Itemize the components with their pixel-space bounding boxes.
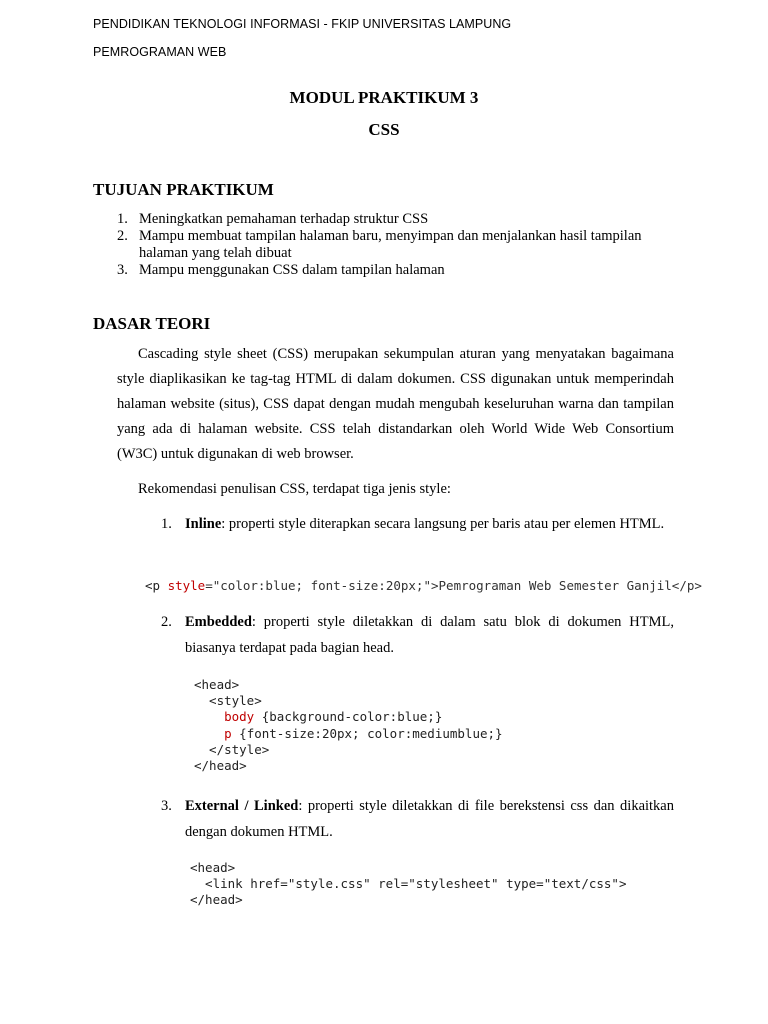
style-item-inline xyxy=(161,512,676,564)
list-item xyxy=(117,228,677,262)
theory-paragraph: Cascading style sheet (CSS) merupakan sekumpulan aturan yang menyatakan bagaimana style diaplikasikan ke tag-tag HTML di dalam dokumen. CSS digunakan untuk memperindah halaman website (situs), CSS dapat dengan mudah mengubah keseluruhan warna dan tampilan yang ada di halaman website. CSS telah distandarkan oleh World Wide Web Consortium (W3C) untuk digunakan di web browser. xyxy=(117,346,674,462)
header-course: PEMROGRAMAN WEB xyxy=(93,45,227,59)
list-item-number: 3. xyxy=(161,798,172,814)
list-item-text: Meningkatkan pemahaman terhadap struktur CSS xyxy=(139,211,429,227)
style-name: Inline xyxy=(185,516,222,532)
list-item xyxy=(117,262,677,279)
list-item-number: 1. xyxy=(117,211,128,227)
list-item-number: 3. xyxy=(117,262,128,278)
code-inline-example: <p style="color:blue; font-size:20px;">Pemrograman Web Semester Ganjil</p> xyxy=(145,578,702,593)
objectives-list xyxy=(117,211,677,281)
list-item xyxy=(117,211,677,228)
objectives-heading: TUJUAN PRAKTIKUM xyxy=(93,180,274,199)
list-item-text: Mampu menggunakan CSS dalam tampilan halaman xyxy=(139,262,445,278)
code-external-example: <head> <link href="style.css" rel="stylesheet" type="text/css"> </head> xyxy=(190,860,627,908)
code-embedded-example: <head> <style> body {background-color:blue;} p {font-size:20px; color:mediumblue;} </style> </head> xyxy=(194,677,503,774)
list-item-text xyxy=(185,610,674,661)
style-item-external xyxy=(161,794,676,846)
header-institution: PENDIDIKAN TEKNOLOGI INFORMASI - FKIP UNIVERSITAS LAMPUNG xyxy=(93,17,512,31)
list-item-text xyxy=(185,512,674,538)
style-description: : properti style diletakkan di dalam satu blok di dokumen HTML, biasanya terdapat pada bagian head. xyxy=(185,614,674,656)
style-name: Embedded xyxy=(185,614,252,630)
style-description: : properti style diletakkan di file berekstensi css dan dikaitkan dengan dokumen HTML. xyxy=(185,798,674,840)
style-description: : properti style diterapkan secara langsung per baris atau per elemen HTML. xyxy=(221,516,665,532)
list-item-text xyxy=(185,794,674,845)
recommendation-text: Rekomendasi penulisan CSS, terdapat tiga jenis style: xyxy=(138,481,451,497)
module-title: MODUL PRAKTIKUM 3 xyxy=(289,88,479,107)
list-item-number: 2. xyxy=(161,614,172,630)
module-topic: CSS xyxy=(368,120,400,139)
style-name: External / Linked xyxy=(185,798,299,814)
style-item-embedded xyxy=(161,610,676,662)
list-item-number: 1. xyxy=(161,516,172,532)
list-item-number: 2. xyxy=(117,228,128,244)
theory-heading: DASAR TEORI xyxy=(93,314,211,333)
list-item-text: Mampu membuat tampilan halaman baru, menyimpan dan menjalankan hasil tampilan halaman yang telah dibuat xyxy=(139,228,642,261)
